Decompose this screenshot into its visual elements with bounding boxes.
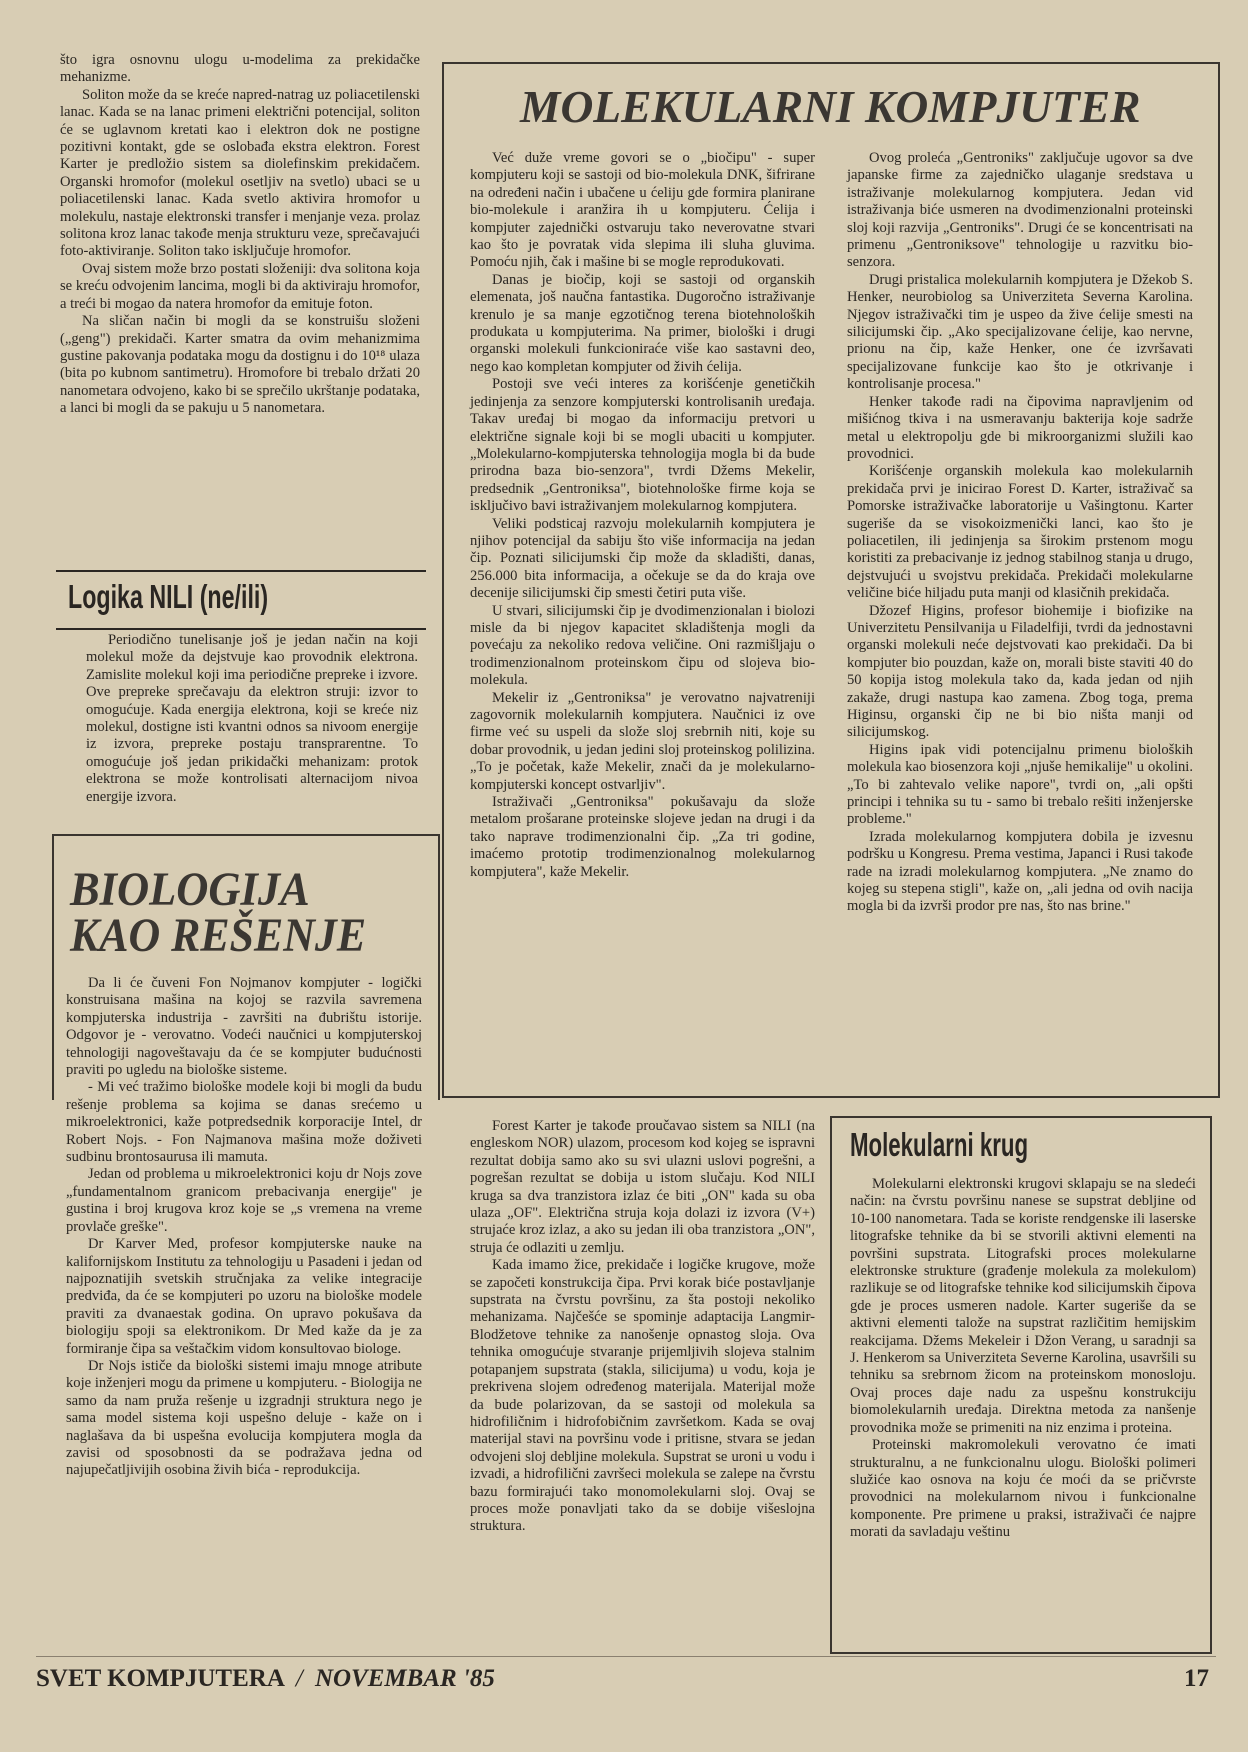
molekularni-col-b: [847, 150, 1193, 916]
paragraph: Proteinski makromolekuli verovatno će imati strukturalnu, a ne funkcionalnu ulogu. Biološki polimeri služiće kao osnova na koju će moći da se pričvrste provodnici na molekularnom nivou i funkcionalne komponente. Pre primene u praksi, istraživači će najpre morati da savladaju veštinu: [850, 1437, 1196, 1541]
paragraph: Postoji sve veći interes za korišćenje genetičkih jedinjenja za senzore kompjuterski kontrolisanih uređaja. Takav uređaj bi mogao da informaciju pretvori u električne signale koji bi se mogli ubaciti u kompjuter. „Molekularno-kompjuterska tehnologija mogla bi da bude prirodna baza bio-senzora", tvrdi Džems Mekelir, predsednik „Gentroniksa", biotehnološke firme koja se isključivo bavi istraživanjem molekularnog kompjutera.: [470, 376, 815, 515]
footer-rule: [36, 1656, 1216, 1657]
biologija-title-line2: KAO REŠENJE: [70, 909, 367, 962]
paragraph: Periodično tunelisanje još je jedan način na koji molekul može da dejstvuje kao provodnik elektrona. Zamislite molekul koji ima periodične prepreke i izvore. Ove prepreke sprečavaju da elektron struji: izvor to omogućuje. Kada energija elektrona, koji se kreće niz molekul, dostigne isti kvantni odnos sa nivoom energije iz izvora, prepreke postaju transprarentne. To omogućuje još jedan prikidački mehanizam: protok elektrona se može kontrolisati alternacijom nivoa energije izvora.: [86, 632, 418, 805]
paragraph: Već duže vreme govori se o „biočipu" - super kompjuteru koji se sastoji od bio-molekula DNK, šifrirane na određeni način i ubačene u ćeliju gde formira planirane bio-molekule i aranžira ih u kompjuteru. Ćelija i kompjuter zajednički ostvaruju tako neverovatne stvari kao što je povratak vida slepima ili sluha gluvima. Pomoću njih, čak i mašine bi se mogle reprodukovati.: [470, 150, 815, 271]
paragraph: Istraživači „Gentroniksa" pokušavaju da slože metalom prošarane proteinske slojeve jedan na drugi i da tako naprave trodimenzionalni čip. „Za tri godine, imaćemo prototip trodimenzionalnog molekularnog kompjutera", kaže Mekelir.: [470, 794, 815, 880]
paragraph: Veliki podsticaj razvoju molekularnih kompjutera je njihov potencijal da sabiju što više informacija na jedan čip. Poznati silicijumski čip može da skladišti, danas, 256.000 bita informacija, a očekuje se da do kraja ove decenije silicijumski čip smesti četiri puta više.: [470, 515, 815, 602]
paragraph: Dr Karver Med, profesor kompjuterske nauke na kalifornijskom Institutu za tehnologiju u Pasadeni i jedan od najpoznatijih svetskih stručnjaka za velike integracije predviđa, da će se kompjuteri po uzoru na biološke modele praviti za dvanaestak godina. On upravo pokušava da biologiju spoji sa elektronikom. Dr Med kaže da je za formiranje čipa sa veštačkim vidom konsultovao biologe.: [66, 1236, 422, 1357]
paragraph: Na sličan način bi mogli da se konstruišu složeni („geng") prekidači. Karter smatra da ovim mehanizmima gustine pakovanja podataka mogu da dostignu i do 10¹⁸ ulaza (bita po kubnom santimetru). Hromofore bi trebalo držati 20 nanometara odvojeno, kako bi se sprečilo ukrštanje podataka, a lanci bi mogli da se pakuju u 5 nanometara.: [60, 313, 420, 417]
magazine-name: SVET KOMPJUTERA: [36, 1665, 284, 1692]
paragraph: Forest Karter je takođe proučavao sistem sa NILI (na engleskom NOR) ulazom, procesom kod kojeg se ispravni rezultat dobija samo ako su svi ulazni uslovi pogrešni, a pogrešan rezultat se dobija u istom slučaju. Kod NILI kruga sa dva tranzistora izlaz će biti „ON" kada su oba ulaza „OF". Električna struja koja dolazi iz izvora (V+) strujaće kroz izlaz, a ako su jedan ili oba tranzistora „ON", struja će odlaziti u zemlju.: [470, 1118, 815, 1256]
paragraph: Korišćenje organskih molekula kao molekularnih prekidača prvi je inicirao Forest D. Karter, istraživač sa Pomorske istraživačke laboratorije u Vašingtonu. Karter sugeriše da se visokoizmenički lanci, kao što je poliacetilen, ili jedinjenja sa širokim prstenom mogu koristiti za prebacivanje iz jednog stabilnog stanja u drugo, dejstvujući u svojstvu prekidača. Prekidači molekularne veličine biće hiljadu puta manji od klasičnih prekidača.: [847, 463, 1193, 602]
paragraph: Higins ipak vidi potencijalnu primenu bioloških molekula kao biosenzora koji „njuše hemikalije" u okolini. „To bi zahtevalo velike napore", tvrdi on, „ali opšti principi i tehnika su tu - samo bi trebalo rešiti inženjerske probleme.": [847, 741, 1193, 828]
molekularni-col-a: [470, 150, 815, 881]
paragraph: Jedan od problema u mikroelektronici koju dr Nojs zove „fundamentalnom granicom prebacivanja energije" je gustina i broj krugova kroz koje se „s vremena na vreme provlače greške".: [66, 1166, 422, 1235]
paragraph: Molekularni elektronski krugovi sklapaju se na sledeći način: na čvrstu površinu nanese se supstrat debljine od 10-100 nanometara. Tada se koriste rendgenske ili laserske litografske tehnike da bi se stvorili aktivni elementi na površini supstrata. Litografski proces molekularne elektronske strukture (građenje molekula za molekulom) razlikuje se od litografske tehnike kod silicijumskih čipova gde je proces usmeren nadole. Karter sugeriše da se aktivni elementi talože na supstrat različitim hemijskim reakcijama. Džems Mekeleir i Džon Verang, u saradnji sa J. Henkerom sa Univerziteta Severne Karolina, usavršili su tehniku sa srebrnom žicom na proteinskom monosloju. Ovaj proces daje nadu za uspešnu konstrukciju biomolekularnih uređaja. Direktna metoda za nanšenje provodnika može se primeniti na niz enzima i proteina.: [850, 1176, 1196, 1436]
logika-bottom-rule: [56, 628, 426, 630]
nili-continuation: [470, 1118, 815, 1536]
paragraph: Izrada molekularnog kompjutera dobila je izvesnu podršku u Kongresu. Prema vestima, Japanci i Rusi takođe rade na izradi molekularnog kompjutera. „Ne znamo do kojeg su stepena stigli", kaže on, „ali jedna od ovih nacija mogla bi da izvrši prodor pre nas, što nas brine.": [847, 828, 1193, 915]
paragraph: Da li će čuveni Fon Nojmanov kompjuter - logički konstruisana mašina na kojoj se razvila savremena kompjuterska industrija - završiti na đubrištu istorije. Odgovor je - verovatno. Vodeći naučnici u kompjuterskoj tehnologiji nagoveštavaju da će se kompjuter budućnosti praviti po ugledu na biološke sisteme.: [66, 975, 422, 1079]
paragraph: Kada imamo žice, prekidače i logičke krugove, može se započeti konstrukcija čipa. Prvi korak biće postavljanje supstrata na čvrstu površinu, za šta postoji nekoliko mehanizama. Najčešće se spominje adaptacija Langmir-Blodžetove tehnike za nanošenje opnastog sloja. Ova tehnika omogućuje stvaranje prijemljivih slojeva stalnim potapanjem supstrata (stakla, silicijuma) u vodu, koja je prekrivena slojem određenog materijala. Materijal može da bude polarizovan, da se sastoji od molekula sa hidrofiličnim i hidrofobičnim završetkom. Kada se ovaj materijal stavi na površinu vode i pritisne, stvara se jedan odvojeni sloj debljine molekula. Supstrat se uroni u vodu i izvadi, a hidrofilični završeci molekula se zalepe na čvrstu bazu formirajući tako monomolekularni sloj. Ovaj se proces može ponavljati tako da se dobije višeslojna struktura.: [470, 1257, 815, 1535]
paragraph: Mekelir iz „Gentroniksa" je verovatno najvatreniji zagovornik molekularnih kompjutera. Naučnici iz ove firme već su uspeli da slože sloj srebrnih niti, koje su dobar provodnik, u jedan jedini sloj proteinskog polilizina. „To je početak, kaže Mekelir, znači da je molekularno-kompjuterski koncept ostvarljiv".: [470, 689, 815, 793]
paragraph: Dr Nojs ističe da biološki sistemi imaju mnoge atribute koje inženjeri mogu da primene u kompjuteru. - Biologija ne samo da nam pruža rešenje u izgradnji struktura nego je sama model sistema koji uspešno deluje - kaže on i naglašava da bi uspešna evolucija kompjutera mogla da zavisi od sposobnosti da se podražava jedna od najupečatljivijih osobina živih bića - reprodukcija.: [66, 1357, 422, 1479]
biologija-body: [66, 975, 422, 1480]
paragraph: U stvari, silicijumski čip je dvodimenzionalan i biolozi misle da bi njegov kapacitet skladištenja mogli da povećaju za nekoliko redova veličine. Oni razmišljaju o trodimenzionalnom proteinskom čipu od slojeva bio-molekula.: [470, 602, 815, 689]
footer-magazine: [36, 1665, 495, 1693]
paragraph: Danas je biočip, koji se sastoji od organskih elemenata, još naučna fantastika. Dugoročno istraživanje krenulo je sa manje egzotičnog terena biotehnoloških produkata u kompjuterima. Na primer, biološki i drugi organski molekuli funkcioniraće više kao sastavni deo, nego kao kompletan kompjuter od živih ćelija.: [470, 271, 815, 375]
paragraph: Ovaj sistem može brzo postati složeniji: dva solitona koja se kreću odvojenim lancima, mogli bi da aktiviraju hromofor, a treći bi mogao da natera hromofor da emituje foton.: [60, 260, 420, 312]
paragraph: Soliton može da se kreće napred-natrag uz poliacetilenski lanac. Kada se na lanac primeni električni potencijal, soliton će se uglavnom kretati kao i elektron dok ne postigne pozitivni kontakt, gde se oslobađa ekstra elektron. Forest Karter je predložio sistem sa diolefinskim prekidačem. Organski hromofor (molekul osetljiv na svetlo) ubaci se u poliacetilenski lanac. Kada svetlo aktivira hromofor u molekulu, nastaje elektronski transfer i menjanje veza. prolaz solitona kroz lanac takođe menja strukturu veze, sprečavajući foto-aktiviranje. Soliton tako isključuje hromofor.: [60, 86, 420, 260]
biologija-title-line1: BIOLOGIJA: [70, 863, 310, 916]
logika-body: [86, 632, 418, 806]
logika-heading: Logika NILI (ne/ili): [68, 578, 269, 615]
paragraph: - Mi već tražimo biološke modele koji bi mogli da budu rešenje problema sa kojima se danas srećemo u mikroelektronici, kaže potpredsednik korporacije Intel, dr Robert Nojs. - Fon Najmanova mašina može doživeti sudbinu brontosaurusa ili mamuta.: [66, 1079, 422, 1166]
paragraph: Drugi pristalica molekularnih kompjutera je Džekob S. Henker, neurobiolog sa Univerziteta Severna Karolina. Njegov istraživački tim je uspeo da žive ćelije smesti na silicijumski čip. „Ako specijalizovane ćelije, kao nervne, prionu na čip, kaže Henker, one će izvršavati specijalizovane funkcije kao što je otkrivanje i kontrolisanje procesa.": [847, 271, 1193, 393]
krug-body: [850, 1176, 1196, 1542]
page-number: 17: [1184, 1665, 1209, 1692]
logika-top-rule: [56, 570, 426, 572]
paragraph: Džozef Higins, profesor biohemije i biofizike na Univerzitetu Pensilvanija u Filadelfiji, tvrdi da jednostavni organski molekuli neće dejstvovati kao prekidači. Da bi kompjuter bio pouzdan, kaže on, morali biste staviti 40 do 50 kopija istog molekula tako da, kada jedan od njih zakaže, drugi nastupa kao zamena. Zbog toga, prema Higinsu, organski čip ne bi bio ništa manji od silicijumskog.: [847, 602, 1193, 741]
krug-heading: Molekularni krug: [850, 1126, 1029, 1163]
paragraph: što igra osnovnu ulogu u-modelima za prekidačke mehanizme.: [60, 52, 420, 86]
paragraph: Ovog proleća „Gentroniks" zaključuje ugovor sa dve japanske firme za zajedničko ulaganje sredstava u istraživanje molekularnog kompjutera. Jedan vid istraživanja biće usmeren na dvodimenzionalni proteinski sloj koji razvija „Gentroniks". Drugi će se koncentrisati na primenu „Gentroniksove" tehnologije u razvitku bio-senzora.: [847, 150, 1193, 271]
paragraph: Henker takođe radi na čipovima napravljenim od mišićnog tkiva i na usmeravanju bakterija koje sadrže metal u elektropolju gde bi mikroorganizmi služili kao provodnici.: [847, 393, 1193, 462]
col1-article: [60, 52, 420, 418]
issue-date: NOVEMBAR '85: [314, 1665, 495, 1692]
molekularni-title: MOLEKULARNI KOMPJUTER: [520, 81, 1141, 132]
footer-separator: /: [295, 1665, 303, 1692]
